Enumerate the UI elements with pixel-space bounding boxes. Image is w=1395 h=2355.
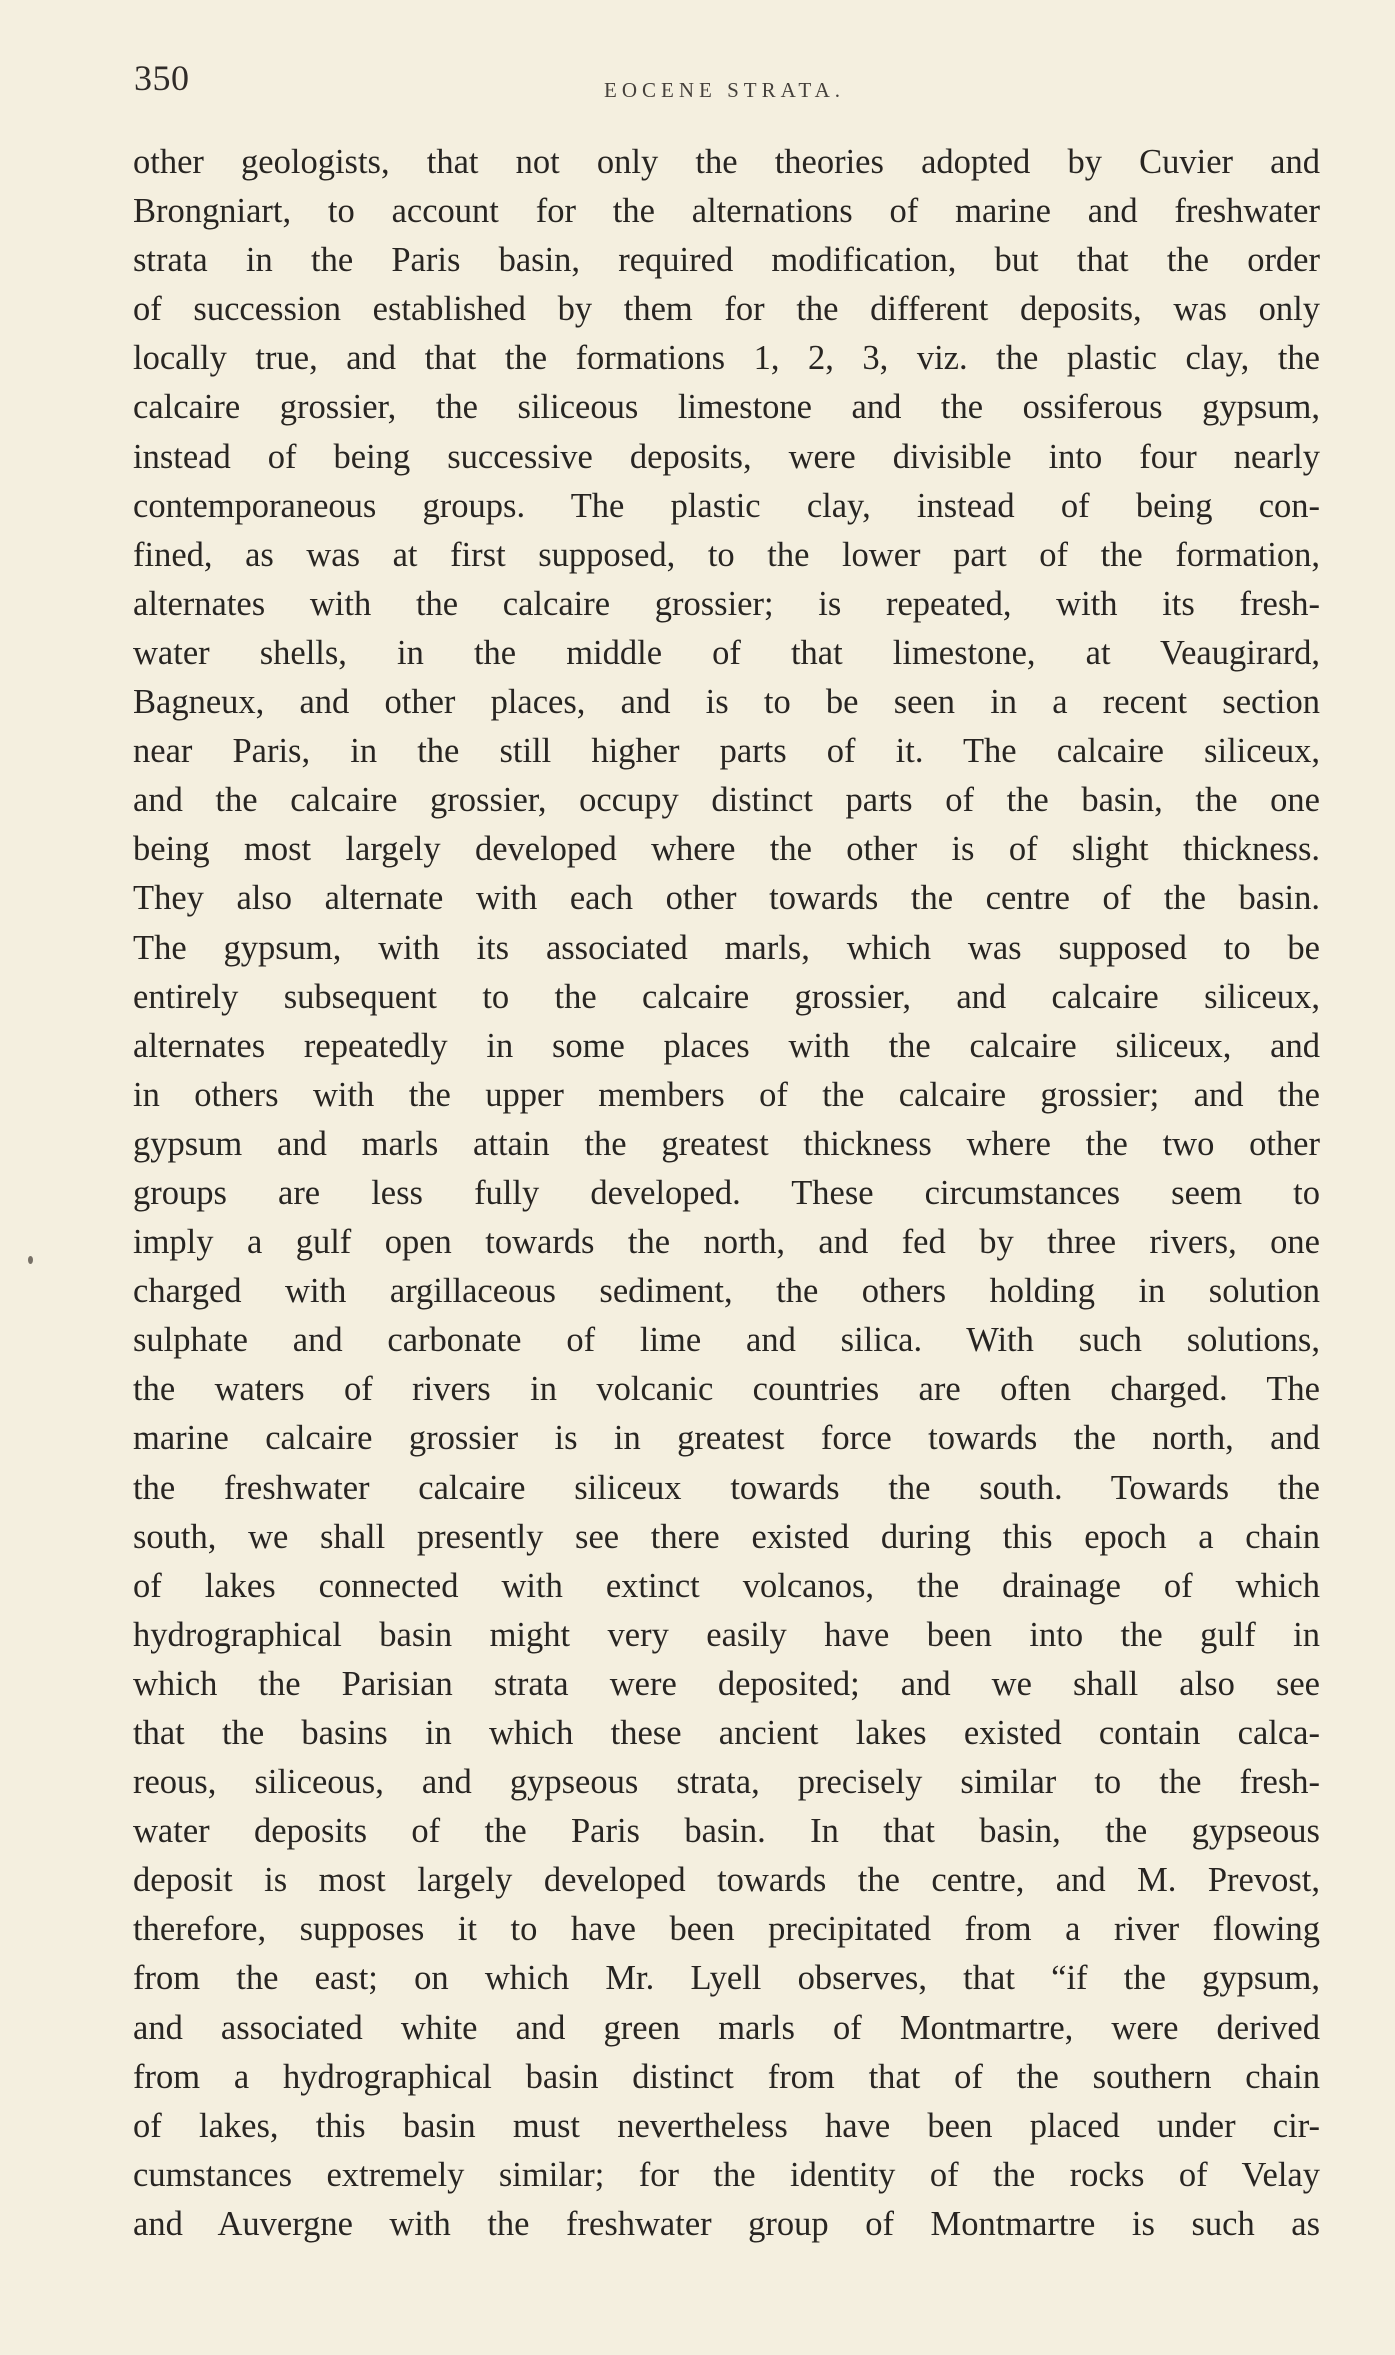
running-title: EOCENE STRATA.: [604, 78, 845, 102]
text-line: Bagneux, and other places, and is to be seen in a recent section: [133, 683, 1320, 722]
text-line: other geologists, that not only the theories adopted by Cuvier and: [133, 143, 1320, 181]
text-line: south, we shall presently see there existed during this epoch a chain: [133, 1517, 1320, 1556]
page-number: 350: [134, 58, 190, 98]
text-line: contemporaneous groups. The plastic clay, instead of being con-: [133, 486, 1320, 525]
margin-speck: [28, 1256, 33, 1264]
text-line: of lakes connected with extinct volcanos, the drainage of which: [133, 1566, 1320, 1605]
text-line: sulphate and carbonate of lime and silica. With such solutions,: [133, 1321, 1320, 1360]
text-line: The gypsum, with its associated marls, which was supposed to be: [133, 928, 1320, 967]
text-line: alternates with the calcaire grossier; is repeated, with its fresh-: [133, 584, 1320, 623]
text-line: water deposits of the Paris basin. In that basin, the gypseous: [133, 1812, 1320, 1851]
text-line: and associated white and green marls of Montmartre, were derived: [133, 2008, 1320, 2047]
text-line: fined, as was at first supposed, to the lower part of the formation,: [133, 535, 1320, 574]
body-text: [133, 138, 1320, 2249]
text-line: entirely subsequent to the calcaire grossier, and calcaire siliceux,: [133, 977, 1320, 1016]
text-line: strata in the Paris basin, required modification, but that the order: [133, 241, 1320, 280]
text-line: cumstances extremely similar; for the identity of the rocks of Velay: [133, 2155, 1320, 2194]
text-line: of lakes, this basin must nevertheless have been placed under cir-: [133, 2106, 1320, 2145]
text-line: and Auvergne with the freshwater group of Montmartre is such as: [133, 2204, 1320, 2243]
text-line: which the Parisian strata were deposited; and we shall also see: [133, 1664, 1320, 1703]
text-line: hydrographical basin might very easily have been into the gulf in: [133, 1615, 1320, 1654]
text-line: locally true, and that the formations 1, 2, 3, viz. the plastic clay, the: [133, 339, 1320, 378]
text-line: from the east; on which Mr. Lyell observes, that “if the gypsum,: [133, 1959, 1320, 1998]
text-line: and the calcaire grossier, occupy distinct parts of the basin, the one: [133, 781, 1320, 820]
text-line: instead of being successive deposits, were divisible into four nearly: [133, 437, 1320, 476]
text-line: Brongniart, to account for the alternations of marine and freshwater: [133, 192, 1320, 231]
text-line: near Paris, in the still higher parts of it. The calcaire siliceux,: [133, 732, 1320, 771]
text-line: water shells, in the middle of that limestone, at Veaugirard,: [133, 633, 1320, 672]
text-line: therefore, supposes it to have been precipitated from a river flowing: [133, 1910, 1320, 1949]
text-line: the freshwater calcaire siliceux towards the south. Towards the: [133, 1468, 1320, 1507]
text-line: They also alternate with each other towards the centre of the basin.: [133, 879, 1320, 918]
text-line: charged with argillaceous sediment, the others holding in solution: [133, 1272, 1320, 1311]
text-line: being most largely developed where the other is of slight thickness.: [133, 830, 1320, 869]
text-line: deposit is most largely developed towards the centre, and M. Prevost,: [133, 1861, 1320, 1900]
text-line: reous, siliceous, and gypseous strata, precisely similar to the fresh-: [133, 1763, 1320, 1802]
text-line: alternates repeatedly in some places with the calcaire siliceux, and: [133, 1026, 1320, 1065]
text-line: gypsum and marls attain the greatest thickness where the two other: [133, 1124, 1320, 1163]
text-line: in others with the upper members of the calcaire grossier; and the: [133, 1075, 1320, 1114]
text-line: of succession established by them for the different deposits, was only: [133, 290, 1320, 329]
text-line: that the basins in which these ancient lakes existed contain calca-: [133, 1714, 1320, 1752]
text-line: the waters of rivers in volcanic countries are often charged. The: [133, 1370, 1320, 1409]
text-line: calcaire grossier, the siliceous limestone and the ossiferous gypsum,: [133, 388, 1320, 427]
text-line: from a hydrographical basin distinct from that of the southern chain: [133, 2057, 1320, 2096]
text-line: groups are less fully developed. These circumstances seem to: [133, 1173, 1320, 1212]
text-line: marine calcaire grossier is in greatest force towards the north, and: [133, 1419, 1320, 1458]
text-line: imply a gulf open towards the north, and fed by three rivers, one: [133, 1223, 1320, 1262]
